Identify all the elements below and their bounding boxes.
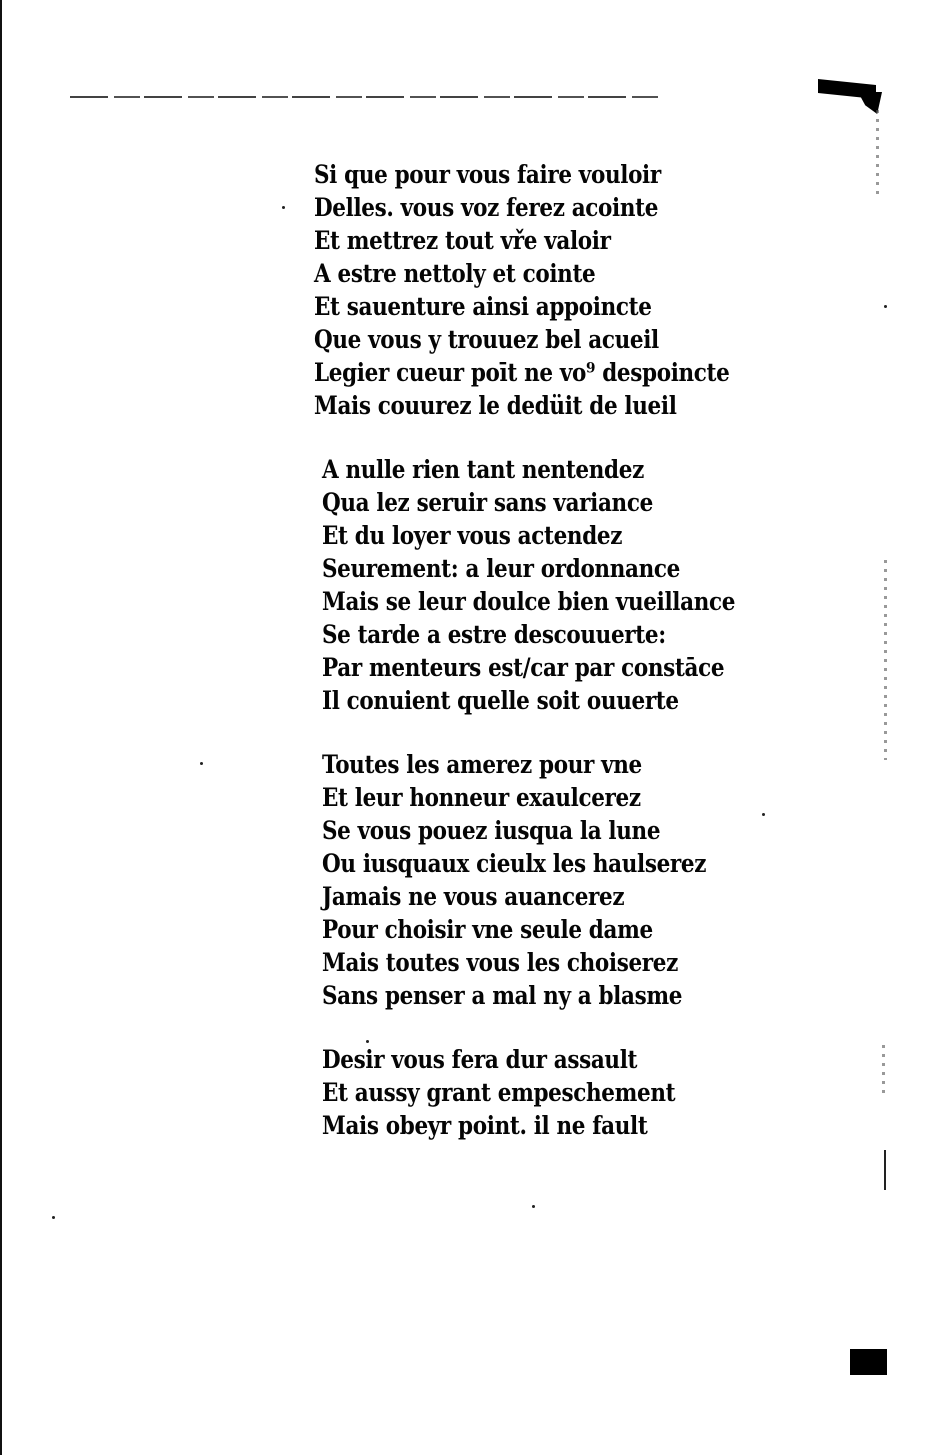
verse-line: Se vous pouez iusqua la lune (322, 816, 661, 845)
edge-rule-lower (884, 1150, 886, 1190)
verse-line: Pour choisir vne seule dame (322, 915, 653, 944)
edge-speckle-middle (884, 560, 887, 760)
verse-line: Mais toutes vous les choiserez (322, 948, 678, 977)
verse-line: Si que pour vous faire vouloir (314, 160, 661, 189)
verse-line: Et du loyer vous actendez (322, 521, 623, 550)
bottom-ink-mark (850, 1349, 887, 1375)
verse-line: A nulle rien tant nentendez (322, 455, 644, 484)
speck (884, 305, 887, 308)
verse-line: Et aussy grant empeschement (322, 1078, 676, 1107)
verse-line: Par menteurs est/car par constāce (322, 653, 725, 682)
verse-line: Et leur honneur exaulcerez (322, 783, 641, 812)
verse-line: Seurement: a leur ordonnance (322, 554, 680, 583)
stanza-4 (314, 1043, 784, 1142)
verse-line: Et sauenture ainsi appoincte (314, 292, 652, 321)
stanza-1 (314, 158, 784, 422)
speck (200, 762, 203, 765)
verse-line: Il conuient quelle soit ouuerte (322, 686, 679, 715)
verse-line: Jamais ne vous auancerez (322, 882, 625, 911)
stanza-3 (314, 748, 784, 1012)
speck (52, 1216, 55, 1219)
verse-line: Legier cueur poīt ne vo⁹ despoincte (314, 358, 730, 387)
speck (282, 206, 285, 209)
verse-line: Qua lez seruir sans variance (322, 488, 653, 517)
verse-line: Delles. vous voz ferez acointe (314, 193, 659, 222)
verse-line: Sans penser a mal ny a blasme (322, 981, 683, 1010)
verse-line: A estre nettoly et cointe (314, 259, 596, 288)
verse-line: Mais obeyr point. il ne fault (322, 1111, 648, 1140)
top-rule (70, 96, 660, 98)
verse-line: Toutes les amerez pour vne (322, 750, 642, 779)
edge-speckle-top (876, 110, 879, 200)
page-left-edge (0, 0, 2, 1455)
verse-line: Se tarde a estre descouuerte: (322, 620, 666, 649)
verse-line: Desir vous fera dur assault (322, 1045, 638, 1074)
speck (532, 1205, 535, 1208)
verse-line: Et mettrez tout vře valoir (314, 226, 611, 255)
poem-text (314, 158, 784, 1173)
verse-line: Que vous y trouuez bel acueil (314, 325, 659, 354)
verse-line: Mais couurez le dedüit de lueil (314, 391, 677, 420)
stanza-2 (314, 453, 784, 717)
edge-speckle-lower (882, 1045, 885, 1095)
verse-line: Ou iusquaux cieulx les haulserez (322, 849, 707, 878)
verse-line: Mais se leur doulce bien vueillance (322, 587, 736, 616)
